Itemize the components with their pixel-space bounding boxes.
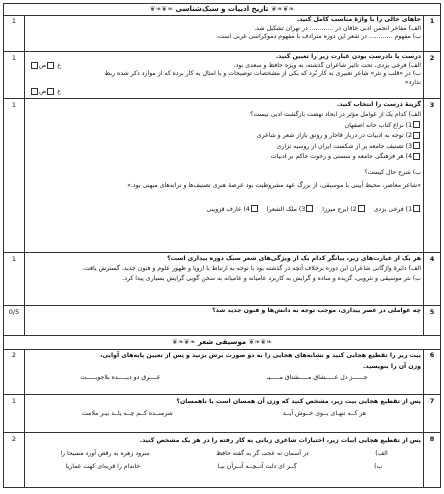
question-row-1 [4, 15, 440, 52]
question-line: ب) نثر موسیقی و نثرویی، گزیده و ساده و گرایش به کاربرد عامیانه و عامیانه به سخن گویی گرایش بسیاری پیدا کرد. [122, 275, 421, 282]
true-label: ص [39, 62, 47, 69]
hemistich-1: در آسمان نه عجب گر به گفته حافظ [216, 450, 309, 457]
question-number: 7 [423, 395, 440, 432]
question-prompt: پس از تقطیع هجایی ابیات زیر، اختیارات شاعری زبانی به کار رفته را در هر یک مشخص کنید. [139, 437, 421, 444]
question-prompt: پس از تقطیع هجایی بیت زیر، مشخص کنید که وزن آن همسان است یا ناهمسان؟ [176, 398, 421, 405]
option-checkbox[interactable] [306, 205, 313, 212]
question-score: 1 [4, 99, 25, 252]
false-label: غ [57, 88, 61, 95]
question-body [27, 16, 421, 42]
option-label: 1) نزاع کتاب خانه اصفهان [344, 121, 412, 129]
section-title: موسیقی شعر [197, 338, 247, 346]
option-checkbox[interactable] [413, 121, 420, 128]
question-body [27, 396, 421, 420]
section-header-poetry-music [4, 336, 440, 350]
question-line: ب) مفهوم ............ در شعر این دوره مترادف با مفهوم دموکراسی غربی است. [216, 33, 421, 41]
question-prompt-cont: وزن آن را بنویسید. [362, 363, 421, 370]
true-checkbox[interactable] [47, 62, 54, 69]
false-label: غ [57, 62, 61, 69]
question-line: ب) شرح حال کیست؟ [364, 169, 421, 177]
verse [27, 372, 421, 383]
question-prompt: چه عواملی در عصر بیداری، موجب توجه به دانش‌ها و فنون جدید شد؟ [212, 307, 421, 314]
question-body [27, 100, 421, 215]
ornament-icon: ❧❦❧❦ [270, 5, 295, 13]
verse-label: الف) [375, 450, 388, 457]
option-label: 4) هر فرهنگی جامعه و سستی و رخوت حاکم بر ادبیات [270, 153, 412, 161]
question-score: 1 [4, 15, 25, 51]
question-line: ندارد» [404, 78, 421, 86]
choice-2 [322, 205, 365, 215]
question-line: ب) در «قلب و نثر» شاعر تعبیری به کار بُرد که یکی از مشخصات توصیحات و یا امثال به کار برده که از موارد ذکر شده ربط [104, 70, 421, 78]
question-row-6 [4, 349, 440, 395]
question-score: 2 [4, 349, 25, 394]
ornament-icon: ❧❦❧❦ [149, 5, 174, 13]
option-1 [27, 121, 421, 131]
option-label: 1) فرخی یزدی [373, 205, 412, 213]
question-row-5 [4, 306, 440, 336]
question-body [27, 434, 421, 473]
true-checkbox[interactable] [47, 88, 54, 95]
question-prompt: گزینهٔ درست را انتخاب کنید. [336, 101, 421, 108]
ornament-icon: ❧❦❧❦ [248, 338, 273, 346]
true-false-choice-a [30, 62, 61, 69]
question-body [27, 350, 421, 383]
verse-label: ب) [374, 463, 383, 470]
question-number: 8 [423, 433, 440, 487]
question-score: 2 [4, 433, 25, 487]
option-checkbox[interactable] [413, 205, 420, 212]
question-line: الف) کدام یک از عوامل مؤثر در ایجاد نهضت بازگشت ادبی نیست؟ [250, 111, 421, 119]
question-line: الف) فرخی یزدی، تحت تأثیر شاعران گذشته، به ویژه حافظ و سعدی بود. [233, 61, 421, 69]
question-number: 1 [423, 15, 440, 51]
option-4 [27, 152, 421, 162]
question-row-3 [4, 99, 440, 253]
true-false-choice-b [30, 88, 61, 95]
option-label: 2) ایرج میرزا [322, 205, 357, 213]
question-number: 4 [423, 253, 440, 305]
option-checkbox[interactable] [413, 153, 420, 160]
verse-a [27, 447, 421, 460]
question-prompt: درست یا نادرست بودن عبارت زیر را تعیین کنید. [275, 53, 421, 60]
option-checkbox[interactable] [413, 132, 420, 139]
question-score: 0/5 [4, 306, 25, 335]
question-row-4 [4, 253, 440, 306]
choice-1 [374, 205, 421, 215]
section-title: تاریخ ادبیات و سبک‌شناسی [175, 5, 269, 13]
option-label: 2) توجه به ادبیات در دربار قاجار و رونق بازار شعر و شاعری [256, 132, 412, 140]
false-checkbox[interactable] [31, 62, 38, 69]
question-row-2 [4, 52, 440, 99]
option-checkbox[interactable] [358, 205, 365, 212]
question-prompt: هر یک از عبارت‌های زیر، بیانگر کدام یک از ویژگی‌های شعر سبک دوره بیداری است؟ [167, 255, 421, 262]
question-row-7 [4, 395, 440, 433]
option-label: 3) تصنیف جامعه پر از شکست ایران از روسیه تزاری [276, 142, 412, 150]
option-2 [27, 131, 421, 141]
question-line: الف) دایرهٔ واژگانی شاعران این دوره برخلاف آنچه در گذشته بود با توجه به ارتباط با اروپا و ظهور علوم و فنون جدید، گسترش یافت. [82, 265, 421, 272]
choice-4 [206, 205, 258, 215]
question-score: 1 [4, 253, 25, 305]
question-number: 5 [423, 306, 440, 335]
choice-3 [267, 205, 314, 215]
question-body [27, 254, 421, 284]
hemistich-1: هر کــه تنهـای بــوی خــوش آیــد [282, 410, 367, 417]
option-checkbox[interactable] [251, 205, 258, 212]
option-label: 3) ملک الشعرا [266, 205, 306, 213]
true-label: ص [39, 88, 47, 95]
question-row-8 [4, 433, 440, 487]
question-score: 1 [4, 395, 25, 432]
option-checkbox[interactable] [413, 142, 420, 149]
question-line: «شاعر معاصر، محیط آیینی با موسیقی، از بزرگ عهد مشروطیت بود عرصهٔ هنری تصنیف‌ها و ترانه‌های میهنی بود.» [127, 181, 421, 189]
hemistich-2: خانه‌ام را قریه‌ای کهت عماریا [65, 463, 141, 470]
question-prompt: بیت زیر را تقطیع هجایی کنید و نشانه‌های هجایی را به دو صورت برش بزنید و پس از تعیین پایه‌های آوایی، [100, 352, 421, 359]
hemistich-2: شرمنــده کــم چــه یاــد بیـر ملامت [81, 410, 173, 417]
question-body [27, 307, 421, 316]
option-3 [27, 142, 421, 152]
question-body [27, 53, 421, 87]
question-number: 2 [423, 52, 440, 98]
question-line: الف) مفاخر انجمن ادبی خاقان در ............ در تهران تشکیل شد. [254, 24, 421, 32]
verse [27, 408, 421, 420]
exam-sheet [3, 3, 441, 488]
false-checkbox[interactable] [31, 88, 38, 95]
hemistich-1: گــر ای دلت آنــچــه آنــرآن بیـا [217, 463, 297, 470]
question-number: 3 [423, 99, 440, 252]
question-prompt: جاهای خالی را با واژهٔ مناسب کامل کنید. [296, 16, 421, 23]
option-label: 4) عارف قزوینی [206, 205, 250, 213]
options-row [27, 205, 421, 215]
verse-b [27, 460, 421, 473]
hemistich-2: غــــرق دو دیـــــده بلاجویـــــت [80, 374, 161, 381]
question-number: 6 [423, 349, 440, 394]
ornament-icon: ❧❦❧❦ [171, 338, 196, 346]
hemistich-1: جــــــز دل عـــــشاق مـــــشتاق مـــــیـ [266, 374, 368, 381]
question-score: 1 [4, 52, 25, 98]
hemistich-2: سرود زهره به رقص آورد مسیحا را [60, 450, 150, 457]
